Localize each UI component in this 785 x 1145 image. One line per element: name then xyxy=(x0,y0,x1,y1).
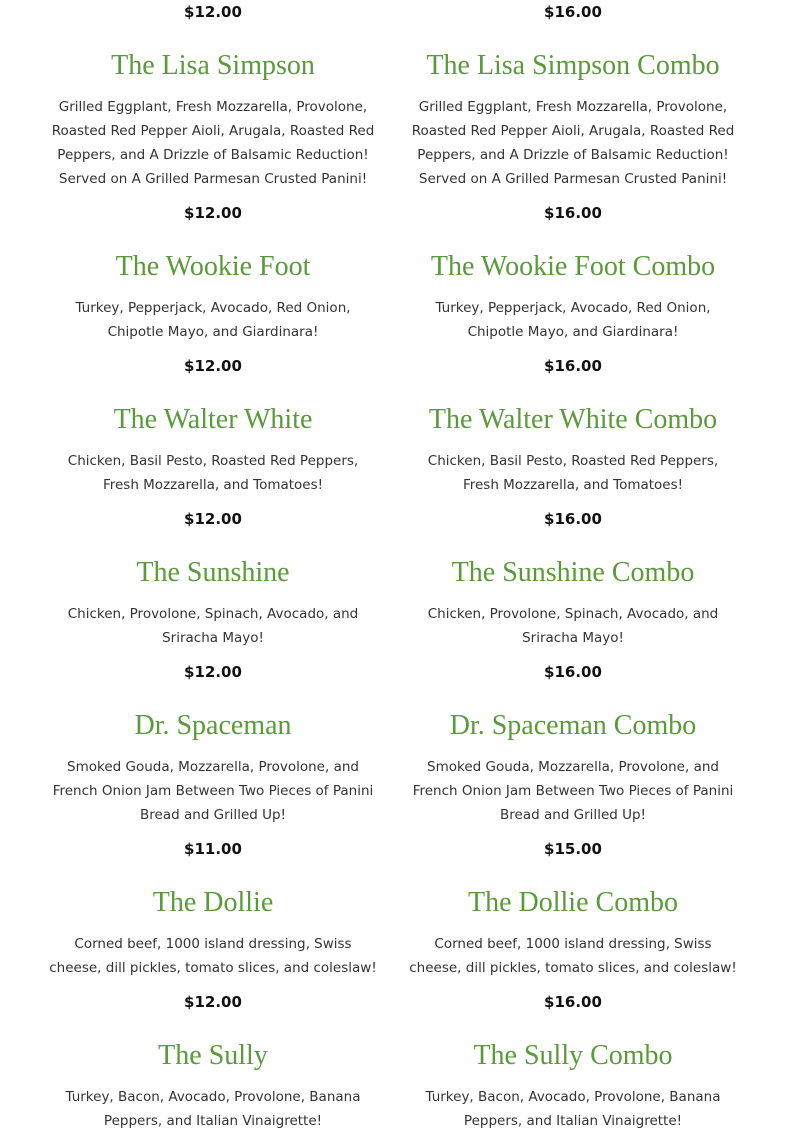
item-description: Chicken, Provolone, Spinach, Avocado, and Sriracha Mayo! xyxy=(427,606,719,646)
item-description: Turkey, Pepperjack, Avocado, Red Onion, Chipotle Mayo, and Giardinara! xyxy=(75,300,351,340)
item-description: Chicken, Basil Pesto, Roasted Red Peppers, Fresh Mozzarella, and Tomatoes! xyxy=(427,453,719,493)
item-price: $16.00 xyxy=(544,993,602,1011)
item-title: The Sunshine xyxy=(136,557,290,588)
item-title: The Wookie Foot Combo xyxy=(430,251,716,282)
item-title: The Sully Combo xyxy=(473,1040,673,1071)
item-price: $12.00 xyxy=(184,993,242,1011)
item-price: $11.00 xyxy=(184,840,242,858)
item-price: $12.00 xyxy=(184,204,242,222)
item-description: Turkey, Bacon, Avocado, Provolone, Banana Peppers, and Italian Vinaigrette! xyxy=(425,1089,721,1129)
item-description: Smoked Gouda, Mozzarella, Provolone, and French Onion Jam Between Two Pieces of Panini Bread and Grilled Up! xyxy=(412,759,734,823)
item-description: Turkey, Pepperjack, Avocado, Red Onion, Chipotle Mayo, and Giardinara! xyxy=(435,300,711,340)
item-title: The Lisa Simpson xyxy=(111,50,315,81)
item-title: The Dollie Combo xyxy=(468,887,678,918)
item-title: The Sully xyxy=(158,1040,268,1071)
item-price: $12.00 xyxy=(184,3,242,21)
item-price: $12.00 xyxy=(184,663,242,681)
item-price: $16.00 xyxy=(544,204,602,222)
item-price: $16.00 xyxy=(544,357,602,375)
item-title: Dr. Spaceman Combo xyxy=(449,710,697,741)
item-price: $12.00 xyxy=(184,510,242,528)
item-price: $16.00 xyxy=(544,663,602,681)
item-description: Corned beef, 1000 island dressing, Swiss cheese, dill pickles, tomato slices, and coleslaw! xyxy=(409,936,737,976)
item-title: The Walter White Combo xyxy=(428,404,718,435)
item-title: Dr. Spaceman xyxy=(134,710,292,741)
item-description: Turkey, Bacon, Avocado, Provolone, Banana Peppers, and Italian Vinaigrette! xyxy=(65,1089,361,1129)
item-title: The Sunshine Combo xyxy=(451,557,695,588)
item-description: Smoked Gouda, Mozzarella, Provolone, and French Onion Jam Between Two Pieces of Panini Bread and Grilled Up! xyxy=(52,759,374,823)
item-description: Corned beef, 1000 island dressing, Swiss cheese, dill pickles, tomato slices, and coleslaw! xyxy=(49,936,377,976)
item-price: $12.00 xyxy=(184,357,242,375)
item-title: The Lisa Simpson Combo xyxy=(426,50,720,81)
item-description: Chicken, Basil Pesto, Roasted Red Peppers, Fresh Mozzarella, and Tomatoes! xyxy=(67,453,359,493)
item-title: The Dollie xyxy=(152,887,274,918)
item-title: The Wookie Foot xyxy=(115,251,311,282)
item-title: The Walter White xyxy=(113,404,313,435)
item-description: Grilled Eggplant, Fresh Mozzarella, Provolone, Roasted Red Pepper Aioli, Arugala, Roasted Red Peppers, and A Drizzle of Balsamic Reduction! Served on A Grilled Parmesan Crusted Panini! xyxy=(411,99,735,187)
item-description: Chicken, Provolone, Spinach, Avocado, and Sriracha Mayo! xyxy=(67,606,359,646)
item-price: $16.00 xyxy=(544,510,602,528)
item-price: $15.00 xyxy=(544,840,602,858)
item-description: Grilled Eggplant, Fresh Mozzarella, Provolone, Roasted Red Pepper Aioli, Arugala, Roasted Red Peppers, and A Drizzle of Balsamic Reduction! Served on A Grilled Parmesan Crusted Panini! xyxy=(51,99,375,187)
item-price: $16.00 xyxy=(544,3,602,21)
